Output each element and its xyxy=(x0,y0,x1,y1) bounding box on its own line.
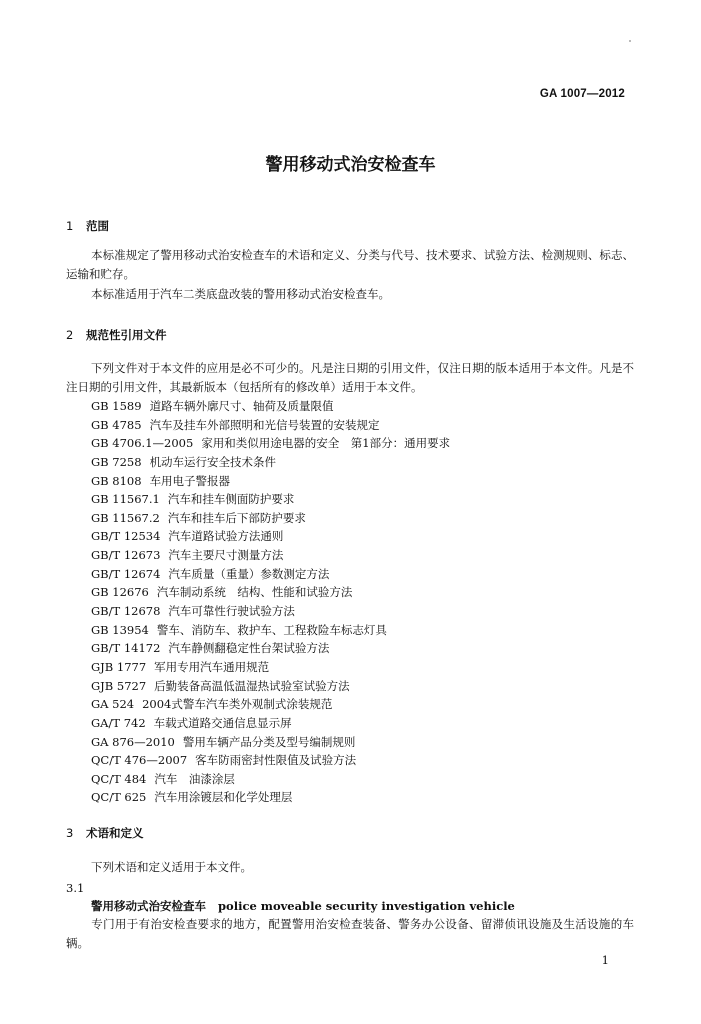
paragraph-text: 下列文件对于本文件的应用是必不可少的。凡是注日期的引用文件，仅注日期的版本适用于本文件。凡是不注日期的引用文件，其最新版本（包括所有的修改单）适用于本文件。 xyxy=(66,361,634,394)
term-english: police moveable security investigation vehicle xyxy=(218,899,515,913)
reference-code: GB/T 12534 xyxy=(91,529,161,544)
reference-item xyxy=(91,397,450,416)
reference-title: 警用车辆产品分类及型号编制规则 xyxy=(182,734,356,749)
section-1-heading xyxy=(66,218,109,234)
reference-title: 汽车及挂车外部照明和光信号装置的安装规定 xyxy=(149,417,380,432)
reference-code: GB 8108 xyxy=(91,473,142,488)
reference-code: GB 12676 xyxy=(91,585,149,600)
reference-item xyxy=(91,751,450,770)
reference-item xyxy=(91,565,450,584)
term-chinese: 警用移动式治安检查车 xyxy=(91,899,206,913)
paragraph-text: 下列术语和定义适用于本文件。 xyxy=(91,860,252,874)
reference-title: 2004式警车汽车类外观制式涂装规范 xyxy=(142,697,333,712)
reference-item xyxy=(91,602,450,621)
reference-code: GA 524 xyxy=(91,697,135,712)
reference-item xyxy=(91,621,450,640)
term-definition xyxy=(66,915,634,953)
section-2-heading xyxy=(66,327,167,343)
reference-item xyxy=(91,583,450,602)
reference-code: GJB 1777 xyxy=(91,659,147,674)
reference-title: 机动车运行安全技术条件 xyxy=(149,454,277,469)
section-title: 术语和定义 xyxy=(86,826,144,840)
section-title: 规范性引用文件 xyxy=(86,328,167,342)
reference-title: 警车、消防车、救护车、工程救险车标志灯具 xyxy=(156,622,387,637)
reference-code: GA 876—2010 xyxy=(91,734,175,749)
reference-title: 车用电子警报器 xyxy=(149,473,231,488)
reference-code: GB/T 12678 xyxy=(91,604,161,619)
reference-title: 汽车主要尺寸测量方法 xyxy=(168,548,284,563)
reference-item xyxy=(91,714,450,733)
reference-item xyxy=(91,509,450,528)
reference-title: 汽车静侧翻稳定性台架试验方法 xyxy=(168,641,330,656)
reference-code: GB 4706.1—2005 xyxy=(91,436,194,451)
reference-code: GB 11567.2 xyxy=(91,510,160,525)
page-number: 1 xyxy=(601,953,609,967)
reference-title: 后勤装备高温低温湿热试验室试验方法 xyxy=(154,678,350,693)
section-3-heading xyxy=(66,825,144,841)
reference-item xyxy=(91,416,450,435)
reference-item xyxy=(91,434,450,453)
reference-title: 道路车辆外廓尺寸、轴荷及质量限值 xyxy=(149,399,334,413)
reference-item xyxy=(91,788,450,807)
reference-item xyxy=(91,453,450,472)
scan-speck xyxy=(629,40,631,42)
clause-number: 3.1 xyxy=(66,881,85,895)
section-number: 2 xyxy=(66,328,74,342)
standard-code: GA 1007—2012 xyxy=(539,88,625,100)
reference-title: 汽车可靠性行驶试验方法 xyxy=(168,604,295,619)
reference-title: 家用和类似用途电器的安全 第1部分：通用要求 xyxy=(201,436,451,451)
reference-title: 汽车 油漆涂层 xyxy=(154,771,235,786)
reference-code: GB 4785 xyxy=(91,417,142,432)
section-number: 3 xyxy=(66,826,74,840)
reference-title: 汽车质量（重量）参数测定方法 xyxy=(168,566,330,581)
reference-title: 汽车用涂镀层和化学处理层 xyxy=(154,790,293,805)
reference-item xyxy=(91,733,450,752)
reference-item xyxy=(91,527,450,546)
paragraph-text: 本标准适用于汽车二类底盘改装的警用移动式治安检查车。 xyxy=(91,287,390,301)
reference-title: 客车防雨密封性限值及试验方法 xyxy=(195,753,357,768)
reference-item xyxy=(91,639,450,658)
reference-item xyxy=(91,770,450,789)
section-title: 范围 xyxy=(86,219,109,233)
reference-item xyxy=(91,546,450,565)
reference-code: GA/T 742 xyxy=(91,715,146,730)
reference-code: GB 7258 xyxy=(91,454,142,469)
reference-item xyxy=(91,677,450,696)
section-number: 1 xyxy=(66,219,74,233)
reference-title: 车载式道路交通信息显示屏 xyxy=(153,715,292,730)
reference-code: QC/T 625 xyxy=(91,790,147,805)
reference-title: 汽车道路试验方法通则 xyxy=(168,529,284,544)
reference-code: GB/T 14172 xyxy=(91,641,161,656)
reference-code: QC/T 484 xyxy=(91,771,147,786)
section-3-intro xyxy=(66,858,634,877)
section-1-paragraph-1 xyxy=(66,246,634,284)
paragraph-text: 专门用于有治安检查要求的地方，配置警用治安检查装备、警务办公设备、留滞侦讯设施及生活设施的车辆。 xyxy=(66,917,634,950)
reference-code: GB 13954 xyxy=(91,622,149,637)
reference-code: GB/T 12673 xyxy=(91,548,161,563)
section-2-intro xyxy=(66,359,634,397)
term-entry xyxy=(91,898,515,914)
reference-item xyxy=(91,695,450,714)
reference-title: 军用专用汽车通用规范 xyxy=(154,659,270,674)
reference-item xyxy=(91,472,450,491)
document-title: 警用移动式治安检查车 xyxy=(265,155,436,175)
reference-title: 汽车制动系统 结构、性能和试验方法 xyxy=(156,585,353,600)
reference-code: GB/T 12674 xyxy=(91,566,161,581)
section-1-paragraph-2 xyxy=(66,285,634,304)
reference-item xyxy=(91,658,450,677)
reference-code: QC/T 476—2007 xyxy=(91,753,188,768)
reference-code: GJB 5727 xyxy=(91,678,147,693)
reference-title: 汽车和挂车侧面防护要求 xyxy=(167,492,295,507)
paragraph-text: 本标准规定了警用移动式治安检查车的术语和定义、分类与代号、技术要求、试验方法、检测规则、标志、运输和贮存。 xyxy=(66,248,634,281)
reference-code: GB 11567.1 xyxy=(91,492,160,507)
reference-item xyxy=(91,490,450,509)
reference-code: GB 1589 xyxy=(91,399,142,413)
normative-references-list xyxy=(91,397,450,807)
reference-title: 汽车和挂车后下部防护要求 xyxy=(167,510,306,525)
